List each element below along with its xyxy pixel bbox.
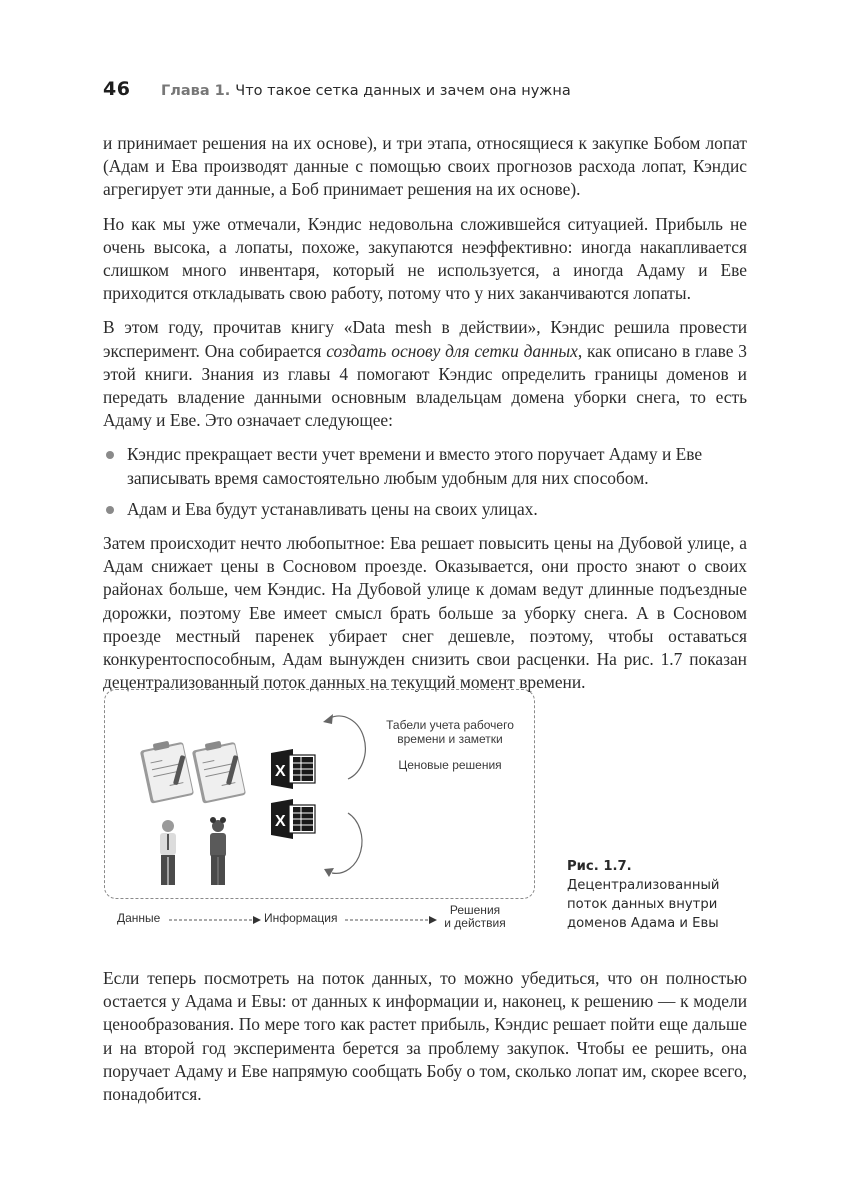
bullet-dot-icon <box>106 451 114 459</box>
clipboard-icon <box>139 738 194 804</box>
figure-1-7 <box>103 689 747 939</box>
bullet-text: Адам и Ева будут устанавливать цены на своих улицах. <box>127 498 538 519</box>
running-header <box>103 78 571 104</box>
svg-text:X: X <box>275 763 286 780</box>
curved-arrow-icon <box>324 813 362 877</box>
figure-caption-text: Децентрализованный поток данных внутри доменов Адама и Евы <box>567 878 720 931</box>
bullet-list <box>103 443 747 521</box>
flow-decisions-label <box>439 904 511 930</box>
svg-text:X: X <box>275 813 286 830</box>
clipboard-icon <box>191 738 246 804</box>
paragraph-5: Если теперь посмотреть на поток данных, то можно убедиться, что он полностью остается у Адама и Евы: от данных к информации и, наконец, к решению — к модели ценообразования. По мере того как растет прибыль, Кэндис решает пойти еще дальше и на второй год эксперимента берется за проблему закупок. Чтобы ее решить, она поручает Адаму и Еве напрямую сообщать Бобу о том, сколько лопат им, скорее всего, понадобится. <box>103 968 747 1105</box>
flow-info-label: Информация <box>264 911 338 925</box>
chapter-label: Глава 1. <box>161 83 231 99</box>
flow-data-label: Данные <box>117 911 161 925</box>
figure-number: Рис. 1.7. <box>567 859 632 874</box>
paragraph-2: Но как мы уже отмечали, Кэндис недовольна сложившейся ситуацией. Прибыль не очень высока, а лопаты, похоже, закупаются неэффективно: иногда накапливается слишком много инвентаря, который не используется, а иногда Адаму и Еве приходится откладывать свою работу, потому что у них заканчиваются лопаты. <box>103 213 747 304</box>
timesheets-label <box>375 718 525 746</box>
paragraph-3-emphasis: создать основу для сетки данных <box>326 340 578 361</box>
timesheets-label-line1: Табели учета рабочего <box>386 718 514 732</box>
spreadsheet-x-icon <box>271 749 315 789</box>
body-text-bottom <box>103 967 747 1117</box>
pricing-decisions-label: Ценовые решения <box>398 758 502 772</box>
paragraph-3 <box>103 316 747 432</box>
flow-decisions-line1: Решения <box>449 903 501 917</box>
data-flow-legend <box>117 903 537 933</box>
dashed-arrow-icon <box>345 916 437 924</box>
bullet-item <box>103 443 747 489</box>
flow-decisions-line2: и действия <box>444 916 506 930</box>
person-adam-icon <box>160 820 176 885</box>
person-eve-icon <box>210 817 226 885</box>
timesheets-label-line2: времени и заметки <box>397 732 503 746</box>
bullet-dot-icon <box>106 506 114 514</box>
curved-arrow-icon <box>323 714 365 779</box>
dashed-arrow-icon <box>169 916 261 924</box>
figure-caption <box>567 857 747 933</box>
bullet-text: Кэндис прекращает вести учет времени и вместо этого поручает Адаму и Еве записывать время самостоятельно любым удобным для них способом. <box>127 444 703 488</box>
chapter-title: Что такое сетка данных и зачем она нужна <box>235 83 571 99</box>
paragraph-3-start: В этом году, прочитав книгу «Data mesh в действии», Кэндис решила провести эксперимент. Она собирается <box>103 317 747 361</box>
paragraph-1: и принимает решения на их основе), и три этапа, относящиеся к закупке Бобом лопат (Адам и Ева производят данные с помощью своих прогнозов расхода лопат, Кэндис агрегирует эти данные, а Боб принимает решения на их основе). <box>103 133 747 200</box>
body-text-top <box>103 132 747 705</box>
bullet-item <box>103 498 747 521</box>
page-number: 46 <box>103 78 131 100</box>
paragraph-3-end: , как описано в главе 3 этой книги. Знания из главы 4 помогают Кэндис определить границы доменов и передать владение данными основным владельцам домена уборки снега, то есть Адаму и Еве. Это означает следующее: <box>103 340 747 431</box>
spreadsheet-x-icon <box>271 799 315 839</box>
paragraph-4: Затем происходит нечто любопытное: Ева решает повысить цены на Дубовой улице, а Адам снижает цены в Сосновом проезде. Оказывается, они просто знают о своих районах больше, чем Кэндис. На Дубовой улице к домам ведут длинные подъездные дорожки, поэтому Еве имеет смысл брать больше за уборку снега. А в Сосновом проезде местный паренек убирает снег дешевле, поэтому, чтобы оставаться конкурентоспособным, Адам вынужден снизить свои расценки. На рис. 1.7 показан децентрализованный поток данных на текущий момент времени. <box>103 533 747 693</box>
